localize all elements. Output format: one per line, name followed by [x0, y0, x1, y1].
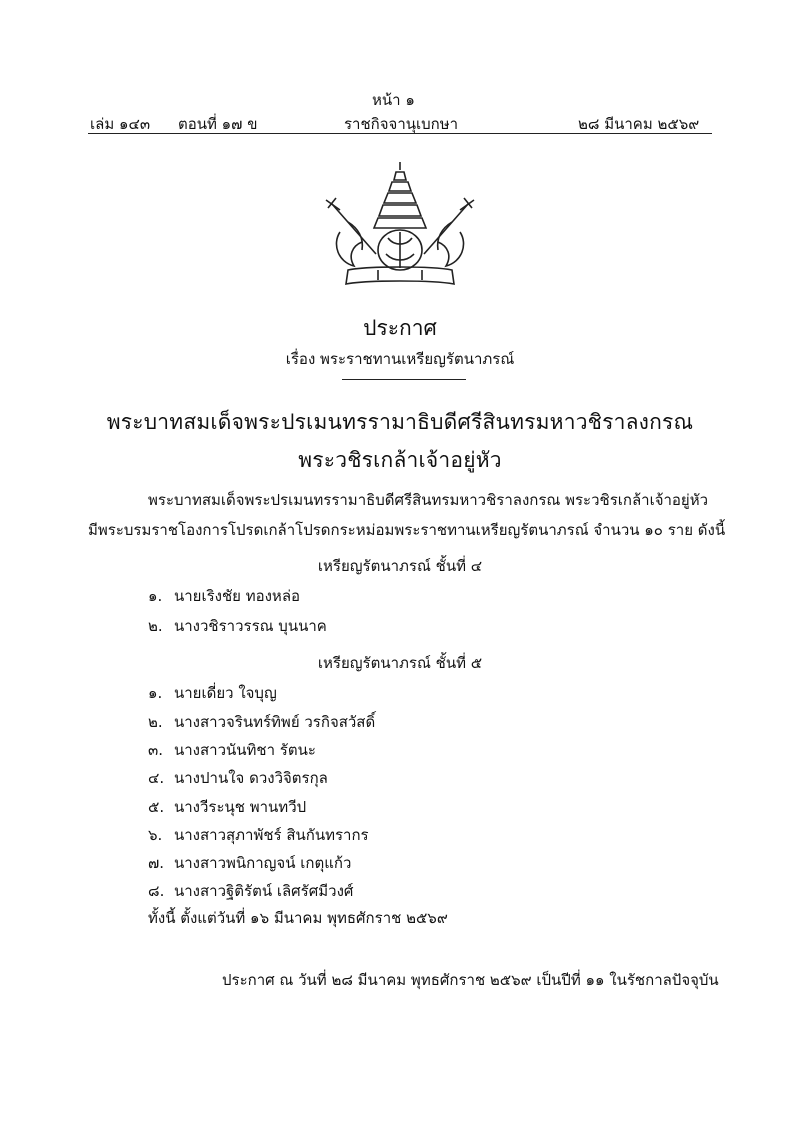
king-name-line-2: พระวชิรเกล้าเจ้าอยู่หัว: [298, 448, 502, 472]
effective-date: ทั้งนี้ ตั้งแต่วันที่ ๑๖ มีนาคม พุทธศักราช ๒๕๖๙: [148, 909, 448, 927]
recipient-name: นางสาวฐิติรัตน์ เลิศรัศมีวงศ์: [174, 882, 354, 900]
list-item: [148, 795, 306, 819]
recipient-name: นางวชิราวรรณ บุนนาค: [174, 617, 327, 635]
list-item: [148, 614, 327, 638]
item-number: ๕.: [148, 798, 165, 816]
item-number: ๒.: [148, 617, 163, 635]
item-number: ๓.: [148, 741, 164, 759]
volume-number: เล่ม ๑๔๓: [90, 115, 151, 133]
recipient-name: นายเริงชัย ทองหล่อ: [174, 587, 301, 605]
recipient-name: นางสาวนันทิชา รัตนะ: [174, 741, 316, 759]
list-item: [148, 823, 369, 847]
list-item: [148, 766, 328, 790]
title-divider: [342, 379, 466, 380]
item-number: ๘.: [148, 882, 165, 900]
recipient-name: นางสาวสุภาพัชร์ สินกันทรากร: [174, 826, 369, 844]
list-item: [148, 879, 353, 903]
proclamation-signoff: ประกาศ ณ วันที่ ๒๘ มีนาคม พุทธศักราช ๒๕๖๙ เป็นปีที่ ๑๑ ในรัชกาลปัจจุบัน: [222, 971, 719, 989]
recipient-name: นางสาวพนิกาญจน์ เกตุแก้ว: [174, 854, 352, 872]
list-item: [148, 681, 277, 705]
class-4-heading: เหรียญรัตนาภรณ์ ชั้นที่ ๔: [317, 557, 483, 575]
section-number: ตอนที่ ๑๗ ข: [178, 115, 258, 133]
item-number: ๒.: [148, 713, 163, 731]
royal-cypher-emblem-icon: [318, 158, 482, 302]
intro-line-1: พระบาทสมเด็จพระปรเมนทรรามาธิบดีศรีสินทรมหาวชิราลงกรณ พระวชิรเกล้าเจ้าอยู่หัว: [148, 491, 709, 509]
list-item: [148, 710, 375, 734]
king-name-line-1: พระบาทสมเด็จพระปรเมนทรรามาธิบดีศรีสินทรมหาวชิราลงกรณ: [106, 410, 694, 434]
item-number: ๑.: [148, 684, 163, 702]
recipient-name: นางสาวจรินทร์ทิพย์ วรกิจสวัสดิ์: [174, 713, 376, 731]
recipient-name: นางปานใจ ดวงวิจิตรกุล: [174, 769, 328, 787]
header-rule: [88, 133, 712, 134]
item-number: ๗.: [148, 854, 165, 872]
page-number: หน้า ๑: [372, 91, 415, 109]
publication-date: ๒๘ มีนาคม ๒๕๖๙: [578, 115, 700, 133]
item-number: ๑.: [148, 587, 163, 605]
recipient-name: นางวีระนุช พานทวีป: [174, 798, 307, 816]
list-item: [148, 584, 300, 608]
document-title: ประกาศ: [363, 316, 437, 340]
list-item: [148, 851, 351, 875]
document-subject: เรื่อง พระราชทานเหรียญรัตนาภรณ์: [285, 350, 515, 368]
class-5-heading: เหรียญรัตนาภรณ์ ชั้นที่ ๕: [317, 654, 483, 672]
intro-line-2: มีพระบรมราชโองการโปรดเกล้าโปรดกระหม่อมพระราชทานเหรียญรัตนาภรณ์ จำนวน ๑๐ ราย ดังนี้: [88, 521, 726, 539]
item-number: ๔.: [148, 769, 165, 787]
list-item: [148, 738, 316, 762]
recipient-name: นายเดี่ยว ใจบุญ: [174, 684, 277, 702]
item-number: ๖.: [148, 826, 163, 844]
publication-name: ราชกิจจานุเบกษา: [344, 115, 459, 133]
